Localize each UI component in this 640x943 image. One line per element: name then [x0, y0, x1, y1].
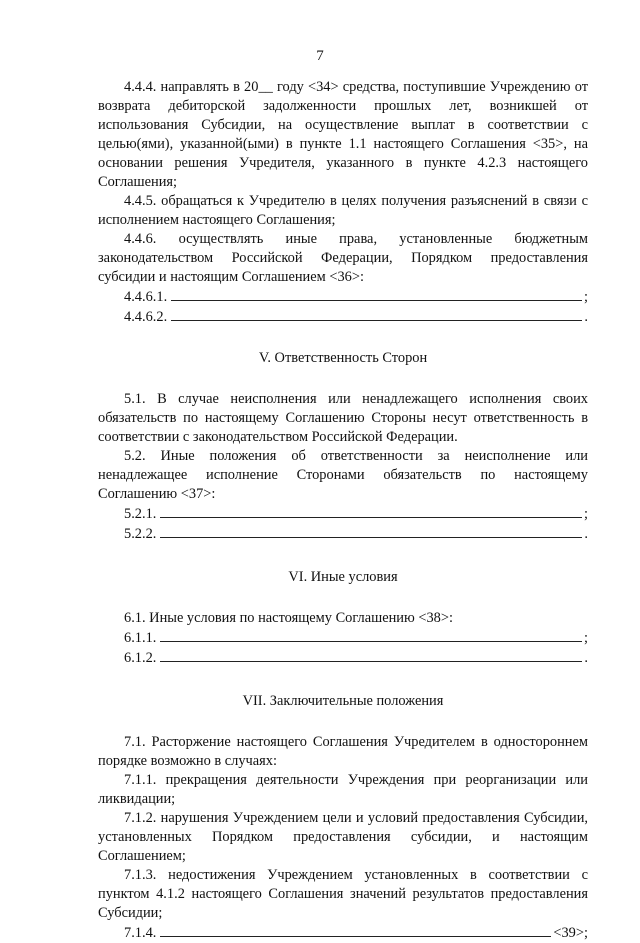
- clause-4-4-5: 4.4.5. обращаться к Учредителю в целях получения разъяснений в связи с исполнением настоящего Соглашения;: [98, 193, 588, 228]
- item-number: 5.2.2.: [124, 526, 157, 542]
- fill-in-line: [160, 648, 582, 662]
- item-number: 6.1.1.: [124, 630, 157, 646]
- blank-line-5-2-2: [98, 524, 588, 544]
- section-heading-7: VII. Заключительные положения: [242, 693, 444, 709]
- fill-in-line: [160, 504, 582, 518]
- blank-line-7-1-4: [98, 923, 588, 943]
- item-number: 5.2.1.: [124, 506, 157, 522]
- clause-7-1-1: 7.1.1. прекращения деятельности Учреждения при реорганизации или ликвидации;: [98, 772, 588, 807]
- page-number: 7: [316, 48, 324, 64]
- clause-7-1: 7.1. Расторжение настоящего Соглашения Учредителем в одностороннем порядке возможно в случаях:: [98, 734, 588, 769]
- clause-5-1: 5.1. В случае неисполнения или ненадлежащего исполнения своих обязательств по настоящему Соглашению Стороны несут ответственность в соответствии с законодательством Российской Федерации.: [98, 391, 588, 445]
- clause-4-4-4: 4.4.4. направлять в 20__ году <34> средства, поступившие Учреждению от возврата дебиторской задолженности прошлых лет, возникшей от использования Субсидии, на осуществление выплат в соответствии с целью(ями), указанной(ыми) в пункте 1.1 настоящего Соглашения <35>, на основании решения Учредителя, указанного в пункте 4.2.3 настоящего Соглашения;: [98, 79, 588, 190]
- item-ending: .: [584, 650, 588, 666]
- item-ending: .: [584, 526, 588, 542]
- item-number: 4.4.6.2.: [124, 309, 168, 325]
- item-number: 7.1.4.: [124, 925, 157, 941]
- blank-line-4-4-6-1: [98, 287, 588, 307]
- blank-line-4-4-6-2: [98, 307, 588, 327]
- clause-4-4-6: 4.4.6. осуществлять иные права, установленные бюджетным законодательством Российской Федерации, Порядком предоставления субсидии и настоящим Соглашением <36>:: [98, 231, 588, 285]
- fill-in-line: [160, 524, 582, 538]
- section-heading-6: VI. Иные условия: [288, 569, 398, 585]
- clause-5-2: 5.2. Иные положения об ответственности за неисполнение или ненадлежащее исполнение Сторонами обязательств по настоящему Соглашению <37>:: [98, 448, 588, 502]
- item-ending: ;: [584, 289, 588, 305]
- item-ending: ;: [584, 630, 588, 646]
- clause-7-1-2: 7.1.2. нарушения Учреждением цели и условий предоставления Субсидии, установленных Порядком предоставления субсидии, и настоящим Соглашением;: [98, 810, 588, 864]
- item-ending: ;: [584, 506, 588, 522]
- clause-7-1-3: 7.1.3. недостижения Учреждением установленных в соответствии с пунктом 4.1.2 настоящего Соглашения значений результатов предоставления Субсидии;: [98, 867, 588, 921]
- item-number: 6.1.2.: [124, 650, 157, 666]
- blank-line-5-2-1: [98, 504, 588, 524]
- item-ending: <39>;: [553, 925, 588, 941]
- fill-in-line: [171, 287, 582, 301]
- section-heading-5: V. Ответственность Сторон: [258, 350, 428, 366]
- fill-in-line: [160, 628, 582, 642]
- item-number: 4.4.6.1.: [124, 289, 168, 305]
- item-ending: .: [584, 309, 588, 325]
- fill-in-line: [160, 923, 551, 937]
- blank-line-6-1-2: [98, 648, 588, 668]
- document-body: [98, 78, 588, 943]
- fill-in-line: [171, 307, 582, 321]
- blank-line-6-1-1: [98, 628, 588, 648]
- clause-6-1: 6.1. Иные условия по настоящему Соглашению <38>:: [124, 610, 453, 626]
